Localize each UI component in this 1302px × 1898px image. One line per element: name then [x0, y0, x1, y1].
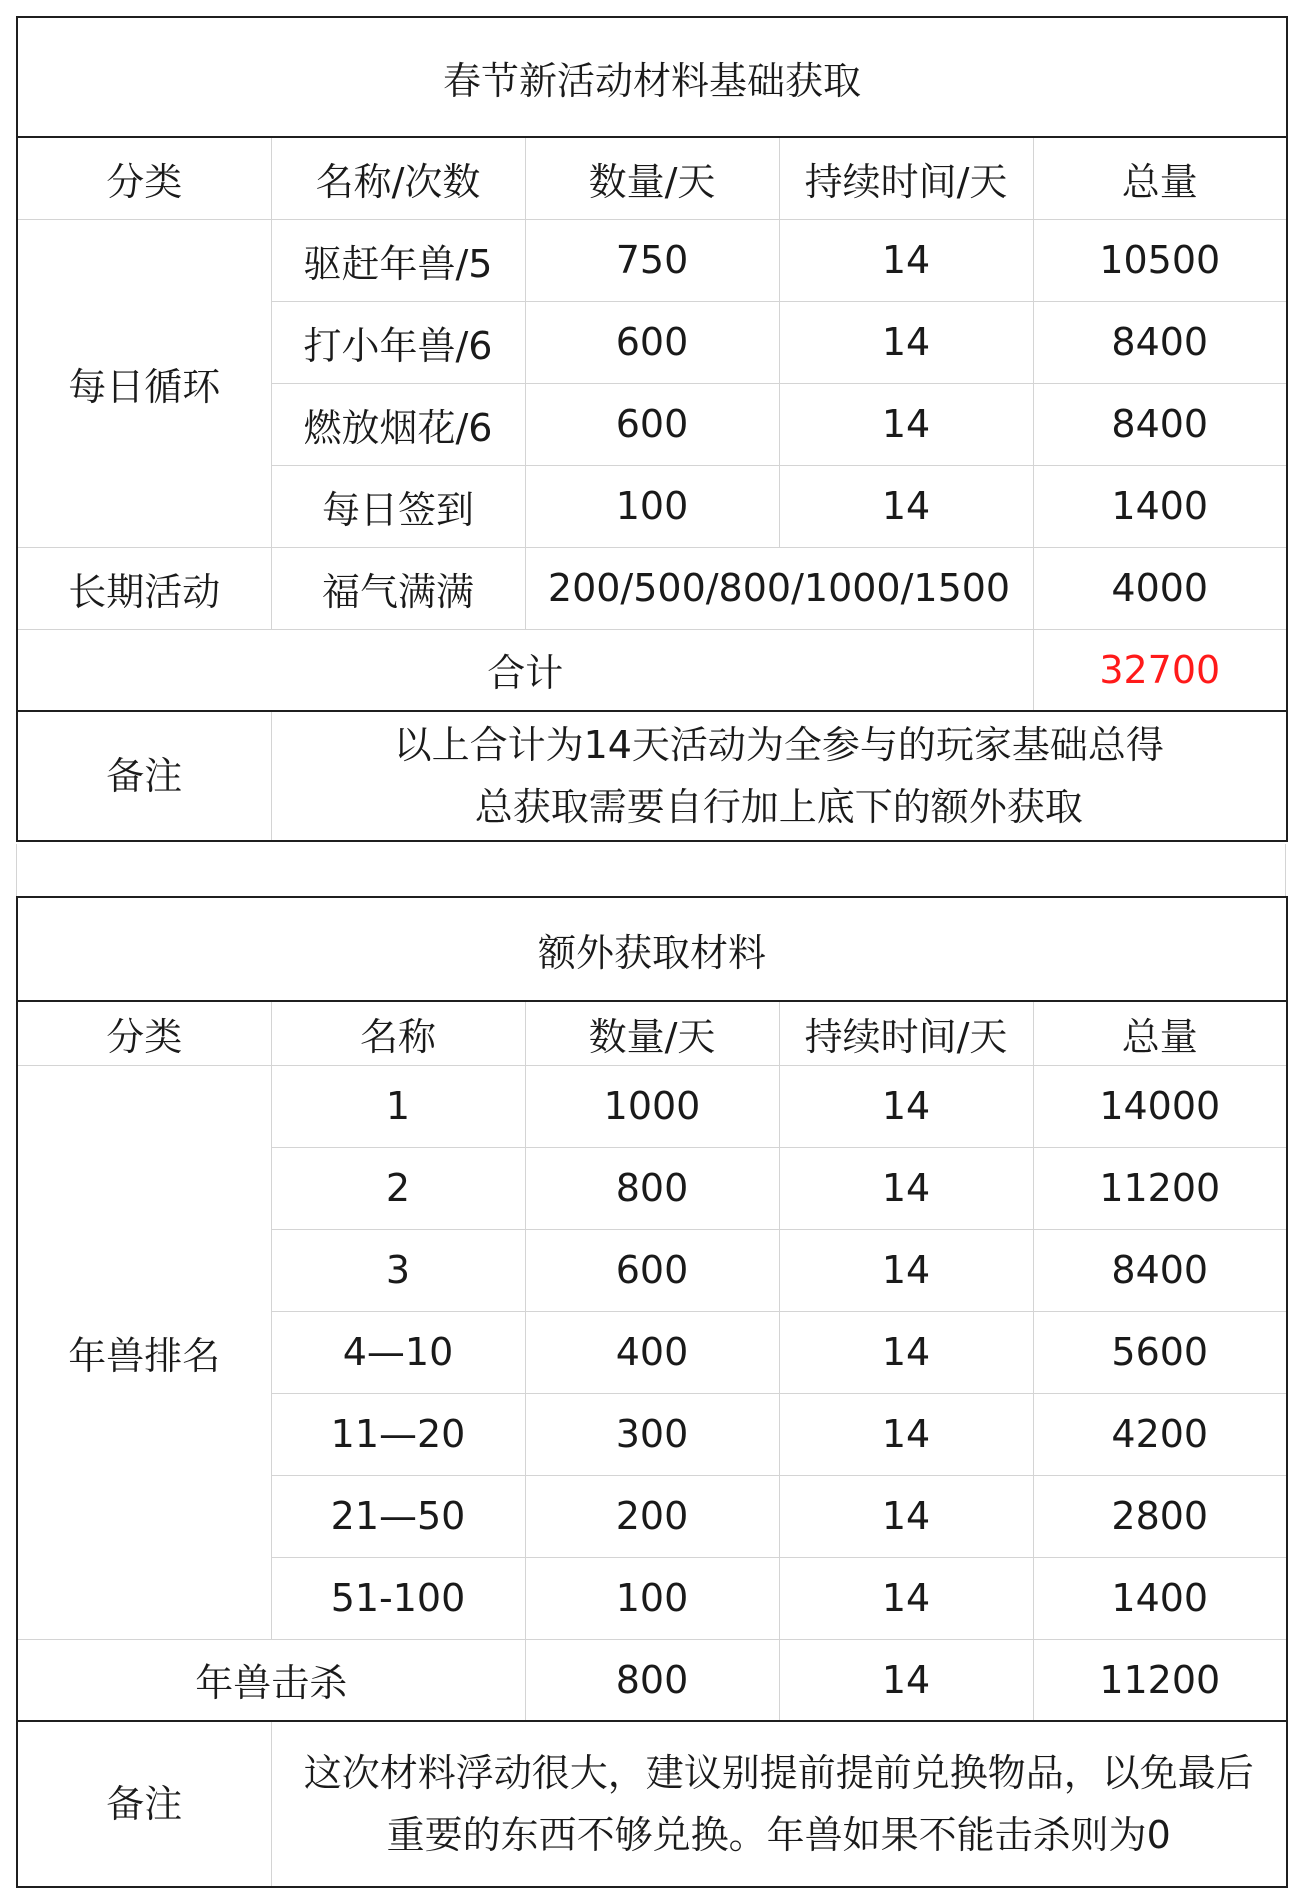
- note-line: 以上合计为14天活动为全参与的玩家基础总得: [393, 723, 1164, 767]
- note-text: [271, 711, 1287, 841]
- total-cell: 1400: [1033, 465, 1287, 547]
- sum-label: 合计: [17, 629, 1033, 711]
- sum-row: [17, 629, 1287, 711]
- note-line: 重要的东西不够兑换。年兽如果不能击杀则为0: [386, 1813, 1171, 1857]
- duration-cell: 14: [779, 1639, 1033, 1721]
- note-text: [271, 1721, 1287, 1887]
- duration-cell: 14: [779, 1311, 1033, 1393]
- total-cell: 5600: [1033, 1311, 1287, 1393]
- duration-cell: 14: [779, 1475, 1033, 1557]
- name-cell: 21—50: [271, 1475, 525, 1557]
- kill-label: 年兽击杀: [17, 1639, 525, 1721]
- tiers-cell: 200/500/800/1000/1500: [525, 547, 1033, 629]
- basic-materials-table: [16, 16, 1288, 842]
- per-day-cell: 600: [525, 301, 779, 383]
- name-cell: 燃放烟花/6: [271, 383, 525, 465]
- name-cell: 51-100: [271, 1557, 525, 1639]
- per-day-cell: 750: [525, 219, 779, 301]
- name-cell: 福气满满: [271, 547, 525, 629]
- note-row: [17, 711, 1287, 841]
- per-day-cell: 1000: [525, 1065, 779, 1147]
- header-row: [17, 137, 1287, 219]
- category-cell: 年兽排名: [17, 1065, 271, 1639]
- per-day-cell: 400: [525, 1311, 779, 1393]
- per-day-cell: 300: [525, 1393, 779, 1475]
- duration-cell: 14: [779, 465, 1033, 547]
- header-duration: 持续时间/天: [779, 137, 1033, 219]
- duration-cell: 14: [779, 1065, 1033, 1147]
- category-cell: 每日循环: [17, 219, 271, 547]
- category-cell: 长期活动: [17, 547, 271, 629]
- duration-cell: 14: [779, 301, 1033, 383]
- name-cell: 11—20: [271, 1393, 525, 1475]
- duration-cell: 14: [779, 219, 1033, 301]
- per-day-cell: 800: [525, 1147, 779, 1229]
- note-label: 备注: [17, 1721, 271, 1887]
- header-row: [17, 1001, 1287, 1065]
- name-cell: 2: [271, 1147, 525, 1229]
- total-cell: 10500: [1033, 219, 1287, 301]
- total-cell: 11200: [1033, 1147, 1287, 1229]
- name-cell: 4—10: [271, 1311, 525, 1393]
- duration-cell: 14: [779, 1229, 1033, 1311]
- sum-value: 32700: [1033, 629, 1287, 711]
- duration-cell: 14: [779, 1557, 1033, 1639]
- total-cell: 4200: [1033, 1393, 1287, 1475]
- note-line: 这次材料浮动很大，建议别提前提前兑换物品，以免最后: [303, 1751, 1254, 1795]
- table-title: 春节新活动材料基础获取: [17, 17, 1287, 137]
- per-day-cell: 800: [525, 1639, 779, 1721]
- note-row: [17, 1721, 1287, 1887]
- name-cell: 驱赶年兽/5: [271, 219, 525, 301]
- table-row: [17, 1065, 1287, 1147]
- duration-cell: 14: [779, 1393, 1033, 1475]
- header-total: 总量: [1033, 1001, 1287, 1065]
- total-cell: 8400: [1033, 383, 1287, 465]
- total-cell: 2800: [1033, 1475, 1287, 1557]
- name-cell: 打小年兽/6: [271, 301, 525, 383]
- total-cell: 14000: [1033, 1065, 1287, 1147]
- per-day-cell: 200: [525, 1475, 779, 1557]
- name-cell: 3: [271, 1229, 525, 1311]
- header-total: 总量: [1033, 137, 1287, 219]
- header-per-day: 数量/天: [525, 137, 779, 219]
- table-row: [17, 547, 1287, 629]
- note-line: 总获取需要自行加上底下的额外获取: [474, 785, 1083, 829]
- header-duration: 持续时间/天: [779, 1001, 1033, 1065]
- table-row: [17, 219, 1287, 301]
- duration-cell: 14: [779, 383, 1033, 465]
- header-category: 分类: [17, 137, 271, 219]
- extra-materials-table: [16, 896, 1288, 1888]
- header-category: 分类: [17, 1001, 271, 1065]
- table-title: 额外获取材料: [17, 897, 1287, 1001]
- per-day-cell: 100: [525, 1557, 779, 1639]
- duration-cell: 14: [779, 1147, 1033, 1229]
- per-day-cell: 600: [525, 1229, 779, 1311]
- kill-row: [17, 1639, 1287, 1721]
- name-cell: 每日签到: [271, 465, 525, 547]
- per-day-cell: 600: [525, 383, 779, 465]
- total-cell: 11200: [1033, 1639, 1287, 1721]
- header-name: 名称: [271, 1001, 525, 1065]
- table-gap: [16, 844, 1286, 896]
- total-cell: 4000: [1033, 547, 1287, 629]
- header-name: 名称/次数: [271, 137, 525, 219]
- name-cell: 1: [271, 1065, 525, 1147]
- total-cell: 8400: [1033, 1229, 1287, 1311]
- total-cell: 1400: [1033, 1557, 1287, 1639]
- header-per-day: 数量/天: [525, 1001, 779, 1065]
- per-day-cell: 100: [525, 465, 779, 547]
- note-label: 备注: [17, 711, 271, 841]
- total-cell: 8400: [1033, 301, 1287, 383]
